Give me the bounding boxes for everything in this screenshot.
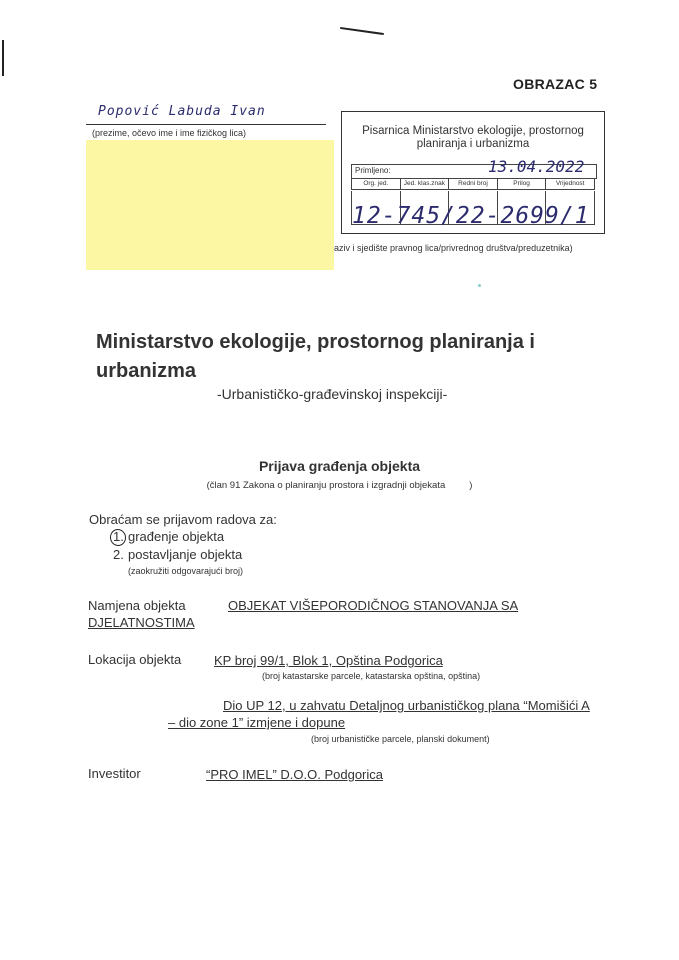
option-2-number: 2. [113, 547, 124, 562]
application-intro: Obraćam se prijavom radova za: [89, 512, 277, 527]
plan-line2: – dio zone 1” izmjene i dopune [168, 715, 346, 730]
stamp-received-label: Primljeno: [355, 166, 391, 175]
purpose-label: Namjena objekta [88, 598, 186, 613]
pen-scratch-mark [340, 27, 384, 35]
location-value: KP broj 99/1, Blok 1, Opština Podgorica [214, 653, 443, 668]
stamp-title-line2: planiranja i urbanizma [416, 138, 530, 150]
options-caption: (zaokružiti odgovarajući broj) [128, 566, 244, 576]
margin-mark [2, 40, 4, 76]
form-number: OBRAZAC 5 [513, 76, 598, 92]
report-legal-basis-text: (član 91 Zakona o planiranju prostora i izgradnji objekata [206, 480, 446, 491]
location-caption: (broj katastarske parcele, katastarska opština, opština) [262, 671, 481, 681]
handwritten-applicant-name: Popović Labuda Ivan [98, 104, 266, 119]
stamp-title [342, 125, 604, 151]
report-legal-basis-close: ) [469, 480, 473, 491]
stamp-registry-number: 12-745/22-2699/1 [352, 203, 590, 229]
stamp-received-row [351, 157, 597, 179]
option-1-number: 1. [113, 529, 124, 544]
report-title: Prijava građenja objekta [258, 458, 421, 474]
name-caption: (prezime, očevo ime i ime fizičkog lica) [92, 128, 247, 138]
inspection-subtitle: -Urbanističko-građevinskoj inspekciji- [217, 386, 448, 402]
redaction-highlight [86, 140, 334, 270]
stamp-column-headers [351, 178, 595, 190]
stamp-received-date: 13.04.2022 [488, 157, 585, 176]
option-2-text: postavljanje objekta [128, 547, 243, 562]
investor-label: Investitor [88, 766, 141, 781]
ministry-title: Ministarstvo ekologije, prostornog planiranja i urbanizma [96, 331, 535, 382]
stamp-col-class: Jed. klas.znak [401, 178, 450, 190]
stamp-col-org: Org. jed. [351, 178, 401, 190]
stamp-col-attachment: Prilog [498, 178, 547, 190]
name-underline [86, 124, 326, 125]
plan-caption: (broj urbanističke parcele, planski dokument) [311, 734, 490, 744]
investor-value: “PRO IMEL” D.O.O. Podgorica [206, 767, 383, 782]
registry-stamp [341, 111, 605, 234]
legal-entity-caption: aziv i sjedište pravnog lica/privrednog društva/preduzetnika) [334, 243, 573, 253]
ink-speck [478, 284, 481, 287]
stamp-col-value: Vrijednost [546, 178, 595, 190]
stamp-title-line1: Pisarnica Ministarstvo ekologije, prostornog [362, 125, 584, 137]
purpose-value-line2: DJELATNOSTIMA [88, 615, 195, 630]
option-1-text: građenje objekta [128, 529, 225, 544]
report-legal-basis [0, 480, 679, 491]
location-label: Lokacija objekta [88, 652, 182, 667]
purpose-value-line1: OBJEKAT VIŠEPORODIČNOG STANOVANJA SA [228, 598, 519, 613]
stamp-col-serial: Redni broj [449, 178, 498, 190]
plan-line1: Dio UP 12, u zahvatu Detaljnog urbanističkog plana “Momišići A [223, 698, 590, 713]
